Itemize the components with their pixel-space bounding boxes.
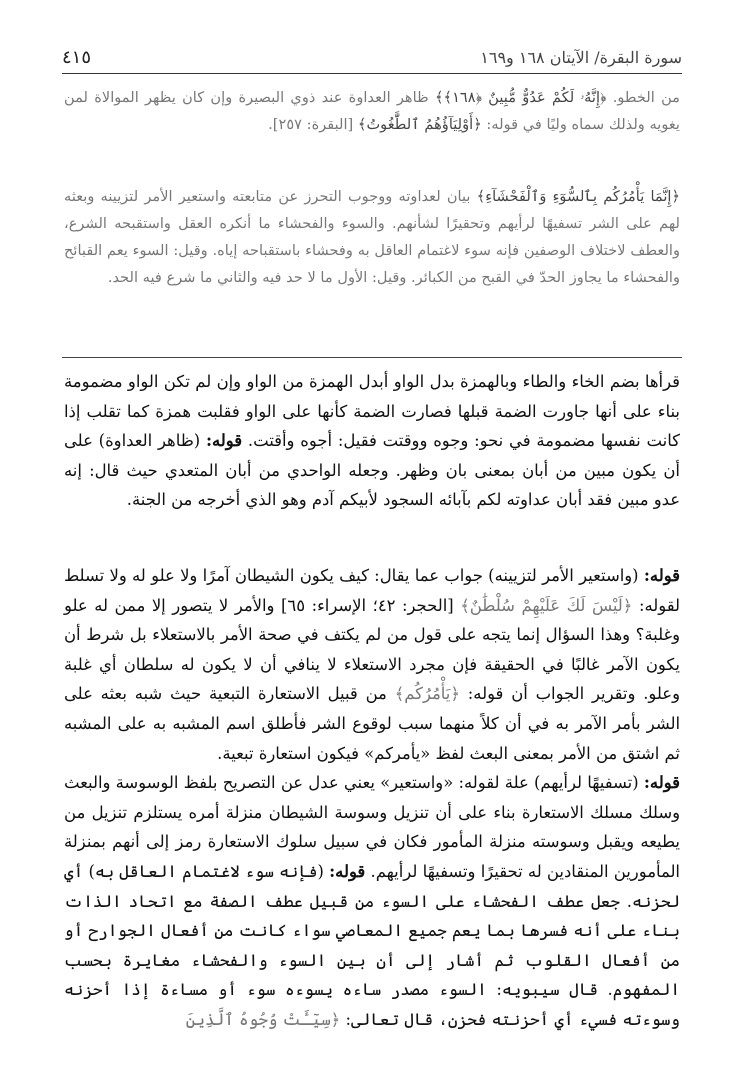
commentary-block [64, 561, 680, 1035]
quran-quote: ﴿إِنَّمَا يَأْمُرُكُم بِٱلسُّوٓءِ وَٱلْفَحْشَآءِ﴾ [476, 188, 680, 205]
quran-quote: ﴿أَوْلِيَآؤُهُمُ ٱلطَّٰغُوتُ﴾ [357, 116, 482, 133]
qawluhu-keyword: قوله: [643, 566, 680, 585]
quran-quote: ﴿إِنَّهُۥ لَكُمْ عَدُوٌّ مُّبِينٌ ﴿١٦٨﴾﴾ [434, 89, 607, 106]
gloss-text: ظاهر العداوة عند ذوي البصيرة وإن كان يظهر الموالاة لمن يغويه ولذلك سماه وليًا في قوله: [64, 89, 680, 133]
gloss-paragraph [64, 84, 680, 138]
quran-quote: ﴿سِيٓـَٔتْ وُجُوهُ ٱلَّذِينَ [185, 1009, 341, 1029]
commentary-paragraph [64, 768, 680, 1034]
page-header [62, 44, 682, 72]
commentary-text: (ظاهر العداوة) على أن يكون مبين من أبان بمعنى بان وظهر. وجعله الواحدي من أبان المتعدي حيث قال: إنه عدو مبين فقد أبان عداوته لكم بآبائه السجود لأبيكم آدم وهو الذي أخرجه من الجنة. [64, 431, 680, 510]
quran-quote: ﴿يَأْمُرُكُم﴾ [394, 684, 460, 704]
page-number: ٤١٥ [62, 47, 92, 68]
gloss-text: بيان لعداوته ووجوب التحرز عن متابعته واستعير الأمر لتزيينه وبعثه لهم على الشر تسفيهًا لرأيهم وتحقيرًا لشأنهم. والسوء والفحشاء ما أنكره العقل واستقبحه الشرع، والعطف لاختلاف الوصفين فإنه سوء لاغتمام العاقل به وفحشاء باستقباحه إياه. وقيل: السوء يعم القبائح والفحشاء ما يجاوز الحدّ في القبح من الكبائر. وقيل: الأول ما لا حد فيه والثاني ما شرع فيه الحد. [64, 188, 681, 286]
quran-quote: ﴿لَيْسَ لَكَ عَلَيْهِمْ سُلْطَٰنٌ﴾ [460, 595, 633, 615]
gloss-paragraph [64, 183, 680, 291]
gloss-text: [البقرة: ٢٥٧]. [268, 116, 358, 133]
commentary-text: (تسفيهًا لرأيهم) علة لقوله: «واستعير» يعني عدل عن التصريح بلفظ الوسوسة والبعث وسلك مسلك الاستعارة بناء على أن تنزيل وسوسة الشيطان منزلة أمره يستلزم تنزيل من يطيعه ويقبل وسوسته منزلة المأمور فكان في سبيل سلوك الاستعارة رمز إلى أنهم بمنزلة المأمورين المنقادين له تحقيرًا وتسفيهًا لرأيهم. [64, 773, 680, 881]
commentary-paragraph [64, 367, 680, 515]
commentary-text: [الحجر: ٤٢؛ الإسراء: ٦٥] والأمر لا يتصور إلا ممن له علو وغلبة؟ وهذا السؤال إنما يتجه على قول من لم يكتف في صحة الأمر بالاستعلاء بل شرط أن يكون الآمر غالبًا في الحقيقة فإن مجرد الاستعلاء لا ينافي أن لا يكون له سلطان أي غلبة وعلو. وتقرير الجواب أن قوله: [64, 595, 681, 704]
gloss-text: من الخطو. [606, 89, 680, 106]
commentary-paragraph [64, 561, 680, 768]
header-rule [62, 73, 682, 74]
commentary-block [64, 367, 680, 515]
commentary-text: قرأها بضم الخاء والطاء وبالهمزة بدل الواو أبدل الهمزة من الواو وإن لم تكن الواو مضمومة بناء على أنها جاورت الضمة قبلها فصارت الضمة كأنها على الواو فقلبت همزة كما تقلب إذا كانت نفسها مضمومة في نحو: وجوه ووقتت فقيل: أجوه وأقتت. [64, 372, 680, 451]
running-head: سورة البقرة/ الآيتان ١٦٨ و١٦٩ [480, 48, 682, 67]
qawluhu-keyword: قوله: [205, 431, 243, 451]
commentary-text: (فإنه سوء لاغتمام العاقل به) أي لحزنه. جعل عطف الفحشاء على السوء من قبيل عطف الصفة مع اتحاد الذات بناء على أنه فسرها بما يعم جميع المعاصي سواء كانت من أفعال الجوارح أو من أفعال القلوب ثم أشار إلى أن بين السوء والفحشاء مغايرة بحسب المفهوم. قال سيبويه: السوء مصدر ساءه يسوءه سوء أو مساءة إذا أحزنه وسوءته فسيء أي أحزنته فحزن، قال تعالى: [64, 861, 680, 1029]
commentary-text: (واستعير الأمر لتزيينه) جواب عما يقال: كيف يكون الشيطان آمرًا ولا علو له ولا تسلط لقوله: [64, 566, 681, 615]
qawluhu-keyword: قوله: [329, 861, 366, 881]
section-divider [62, 357, 682, 358]
qawluhu-keyword: قوله: [643, 773, 680, 793]
commentary-text: من قبيل الاستعارة التبعية حيث شبه بعثه على الشر بأمر الآمر به في أن كلاً منهما سبب لوقوع الشر فأطلق اسم المشبه به على المشبه ثم اشتق من الأمر بمعنى البعث لفظ «يأمركم» فيكون استعارة تبعية. [64, 684, 680, 763]
